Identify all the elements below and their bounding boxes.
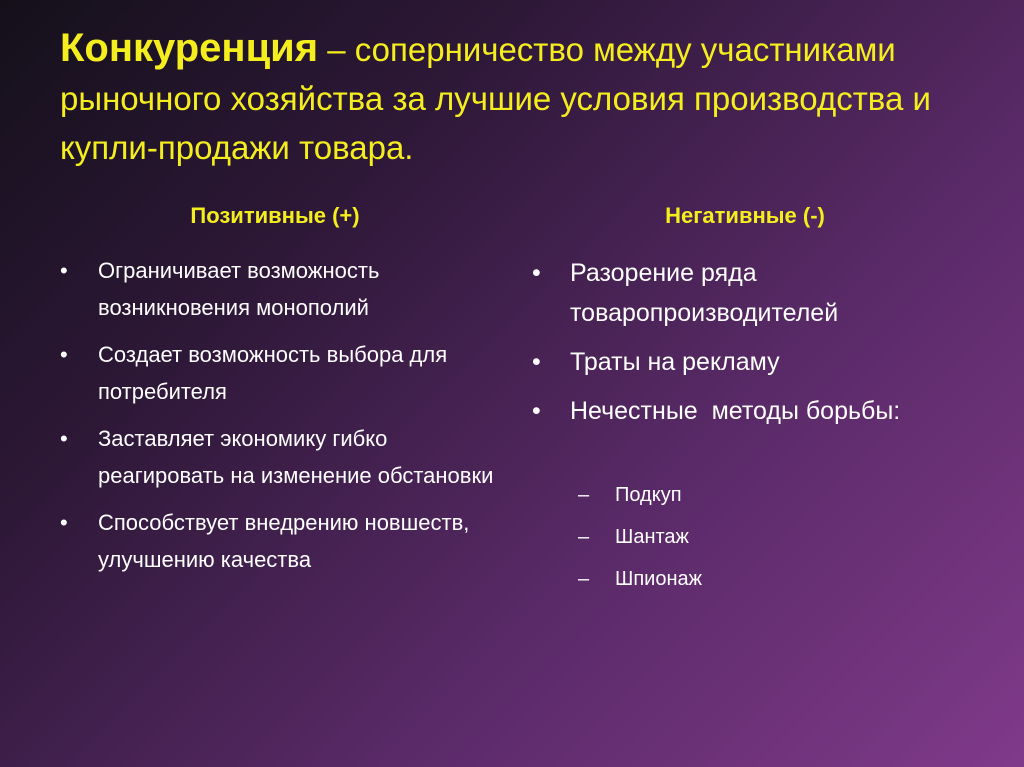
negative-list <box>532 253 990 440</box>
sublist-item <box>578 564 915 606</box>
sublist-item-text: Шантаж <box>615 526 689 548</box>
bullet-icon: • <box>532 348 541 376</box>
bullet-icon: • <box>532 259 541 287</box>
positive-list <box>60 252 518 588</box>
sublist-item-text: Шпионаж <box>615 568 703 590</box>
list-item <box>532 391 990 431</box>
list-item <box>60 336 518 410</box>
list-item-text: Способствует внедрению новшеств, улучшению качества <box>98 510 470 572</box>
negative-heading: Негативные (-) <box>665 203 825 228</box>
list-item <box>532 253 990 333</box>
list-item-text: Создает возможность выбора для потребителя <box>98 342 448 404</box>
bullet-icon: • <box>532 397 541 425</box>
sublist-item <box>578 480 915 522</box>
bullet-icon: • <box>60 510 68 535</box>
list-item-text: Траты на рекламу <box>570 348 780 376</box>
slide-title <box>60 24 960 172</box>
dash-icon: – <box>578 568 590 590</box>
negative-sublist <box>578 480 915 606</box>
title-definition: – соперничество между участниками рыночного хозяйства за лучшие условия производства и купли-продажи товара. <box>60 31 931 166</box>
list-item <box>60 504 518 578</box>
list-item-text: Ограничивает возможность возникновения монополий <box>98 258 380 320</box>
bullet-icon: • <box>60 258 68 283</box>
list-item-text: Нечестные методы борьбы: <box>570 397 901 425</box>
title-term: Конкуренция <box>60 26 319 70</box>
bullet-icon: • <box>60 426 68 451</box>
list-item <box>60 420 518 494</box>
dash-icon: – <box>578 526 590 548</box>
list-item-text: Разорение ряда товаропроизводителей <box>570 259 839 327</box>
sublist-item-text: Подкуп <box>615 484 682 506</box>
list-item <box>60 252 518 326</box>
bullet-icon: • <box>60 342 68 367</box>
positive-heading: Позитивные (+) <box>190 203 360 228</box>
list-item-text: Заставляет экономику гибко реагировать на изменение обстановки <box>98 426 494 488</box>
list-item <box>532 342 990 382</box>
sublist-item <box>578 522 915 564</box>
dash-icon: – <box>578 484 590 506</box>
